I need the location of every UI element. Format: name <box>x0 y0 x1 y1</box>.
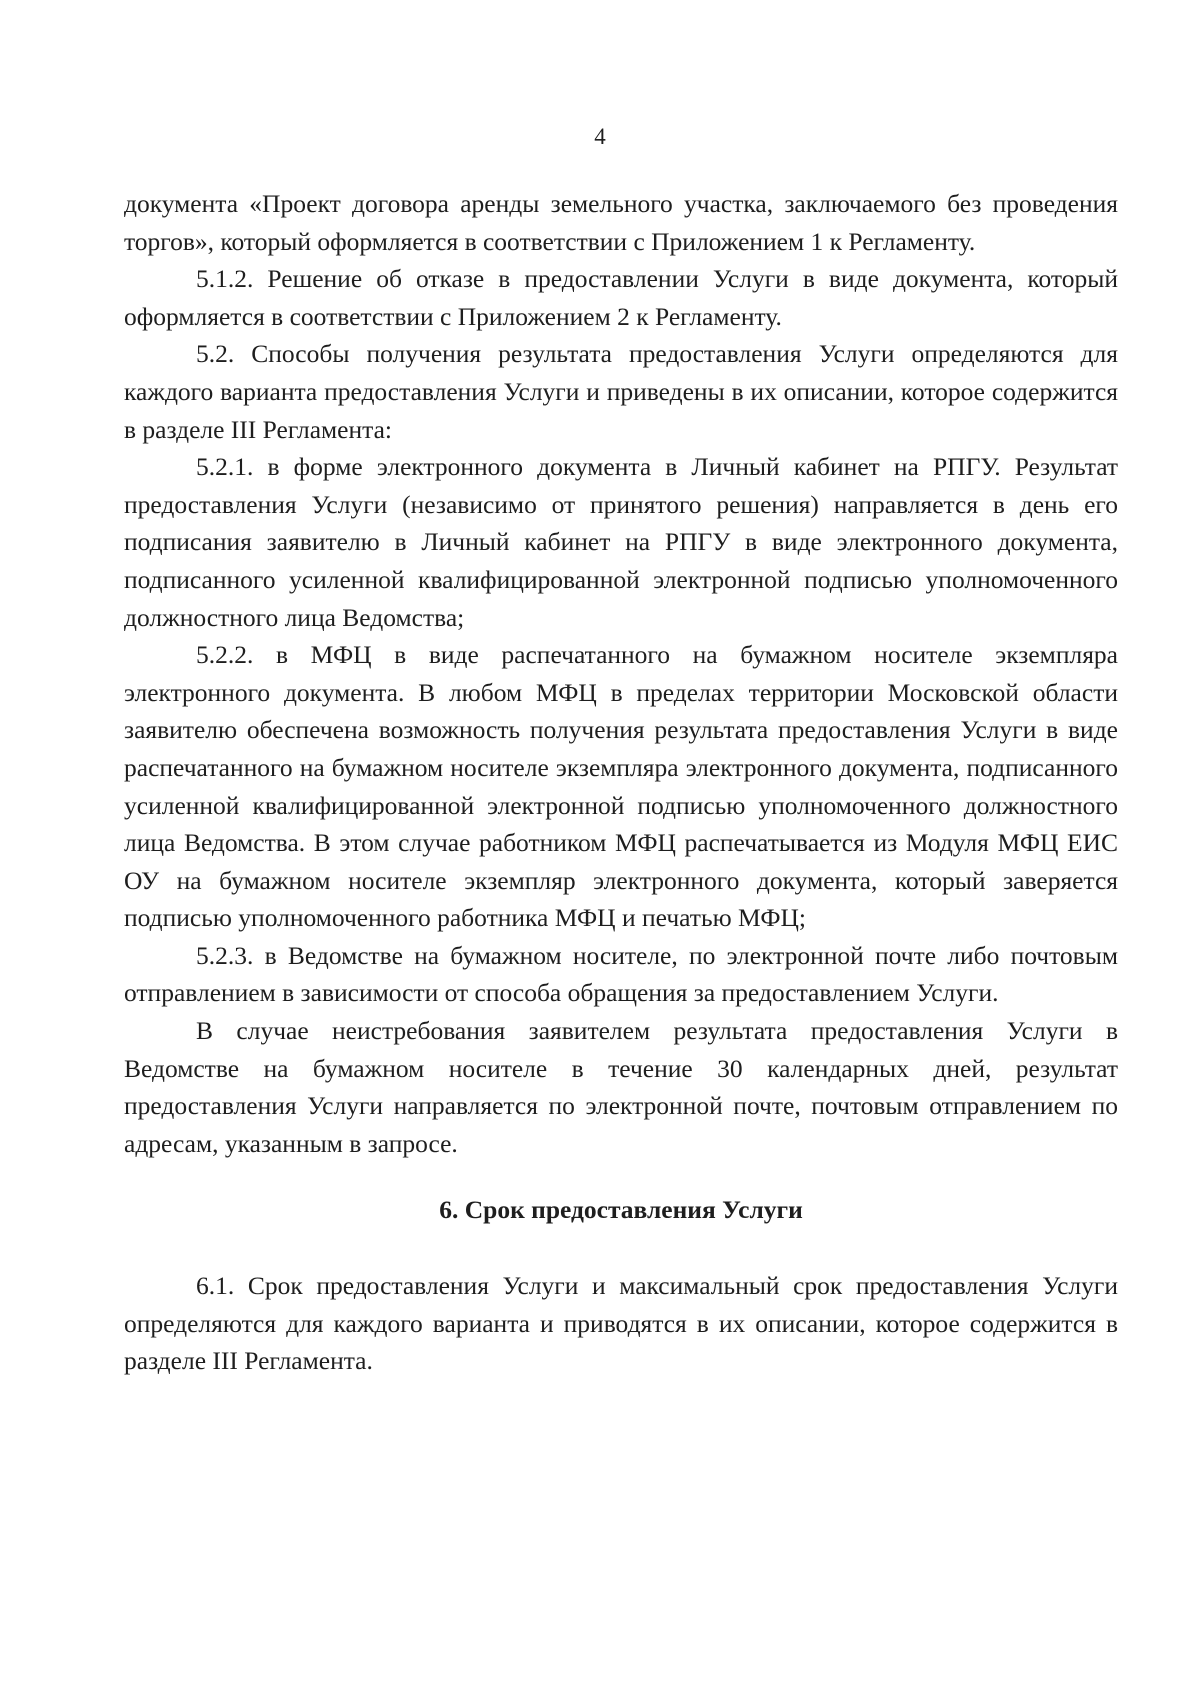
paragraph-unclaimed-result: В случае неистребования заявителем результата предоставления Услуги в Ведомстве на бумажном носителе в течение 30 календарных дней, результат предоставления Услуги направляется по электронной почте, почтовым отправлением по адресам, указанным в запросе. <box>124 1016 1118 1158</box>
page-number: 4 <box>594 124 606 149</box>
paragraph-5-2-2: 5.2.2. в МФЦ в виде распечатанного на бумажном носителе экземпляра электронного документа. В любом МФЦ в пределах территории Московской области заявителю обеспечена возможность получения результата предоставления Услуги в виде распечатанного на бумажном носителе экземпляра электронного документа, подписанного усиленной квалифицированной электронной подписью уполномоченного должностного лица Ведомства. В этом случае работником МФЦ распечатывается из Модуля МФЦ ЕИС ОУ на бумажном носителе экземпляр электронного документа, который заверяется подписью уполномоченного работника МФЦ и печатью МФЦ; <box>124 640 1118 933</box>
paragraph-continuation: документа «Проект договора аренды земельного участка, заключаемого без проведения торгов», который оформляется в соответствии с Приложением 1 к Регламенту. <box>124 189 1118 256</box>
paragraph-5-2: 5.2. Способы получения результата предоставления Услуги определяются для каждого варианта предоставления Услуги и приведены в их описании, которое содержится в разделе III Регламента: <box>124 339 1118 444</box>
document-body <box>124 185 1118 1380</box>
paragraph-5-2-3: 5.2.3. в Ведомстве на бумажном носителе, по электронной почте либо почтовым отправлением в зависимости от способа обращения за предоставлением Услуги. <box>124 940 1118 1008</box>
section-heading: 6. Срок предоставления Услуги <box>439 1195 803 1225</box>
paragraph-5-2-1: 5.2.1. в форме электронного документа в Личный кабинет на РПГУ. Результат предоставления Услуги (независимо от принятого решения) направляется в день его подписания заявителю в Личный кабинет на РПГУ в виде электронного документа, подписанного усиленной квалифицированной электронной подписью уполномоченного должностного лица Ведомства; <box>124 452 1118 632</box>
paragraph-6-1: 6.1. Срок предоставления Услуги и максимальный срок предоставления Услуги определяются для каждого варианта и приводятся в их описании, которое содержится в разделе III Регламента. <box>124 1271 1118 1376</box>
paragraph-5-1-2: 5.1.2. Решение об отказе в предоставлении Услуги в виде документа, который оформляется в соответствии с Приложением 2 к Регламенту. <box>124 264 1118 331</box>
